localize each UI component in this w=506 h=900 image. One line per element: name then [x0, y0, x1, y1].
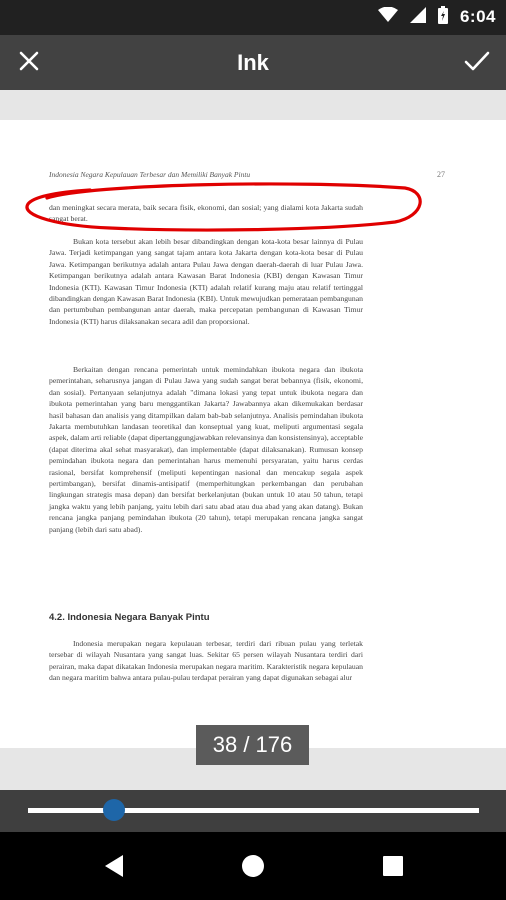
status-bar — [0, 0, 506, 35]
document-page[interactable] — [0, 120, 506, 748]
home-button[interactable] — [235, 850, 271, 886]
back-button[interactable] — [96, 850, 132, 886]
navigation-bar — [0, 832, 506, 900]
section-heading: 4.2. Indonesia Negara Banyak Pintu — [49, 612, 210, 623]
app-title: Ink — [237, 50, 269, 75]
paragraph: Bukan kota tersebut akan lebih besar dibandingkan dengan kota-kota besar lainnya di Pulau Jawa. Terjadi ketimpangan yang sangat tajam antara kota Jakarta dengan kota-kota besar di Pulau Jawa. Ketimpangan berikutnya adalah antara Pulau Jawa dengan daerah-daerah di luar Pulau Jawa. Ketimpangan berikutnya adalah antara Kawasan Barat Indonesia (KBI) dengan Kawasan Timur Indonesia (KTI). Kawasan Timur Indonesia (KTI) adalah relatif kurang maju atau relatif tertinggal dibandingkan dengan Kawasan Barat Indonesia (KBI). Untuk mewujudkan pemerataan pembangunan dan pertumbuhan pembangunan antar daerah, maka percepatan pembangunan di Kawasan Timur Indonesia (KTI) harus dilaksanakan secara adil dan proporsional. — [49, 237, 363, 326]
status-icons — [378, 5, 496, 29]
app-bar — [0, 35, 506, 90]
seekbar-thumb[interactable] — [103, 799, 125, 821]
page-seekbar[interactable] — [0, 790, 506, 832]
paragraph: dan meningkat secara merata, baik secara fisik, ekonomi, dan sosial; yang dialami kota Jakarta sudah sangat berat. — [49, 203, 363, 224]
battery-icon — [438, 6, 448, 29]
status-time: 6:04 — [459, 7, 496, 26]
paragraph: Berkaitan dengan rencana pemerintah untuk memindahkan ibukota negara dan ibukota pemerintahan, seharusnya jangan di Pulau Jawa yang sudah sangat berat bebannya (fisik, ekonomi, dan sosial). Pertanyaan selanjutnya adalah "dimana lokasi yang tepat untuk ibukota negara dan ibukota pemerintahan yang baru menggantikan Jakarta? Jawabannya akan dikemukakan berdasar hasil bahasan dan analisis yang ditampilkan dalam bab-bab selanjutnya. Analisis pemindahan ibukota Jakarta membutuhkan landasan teoretikal dan konseptual yang kuat, meliputi argumentasi segala aspek, dalam arti reliable (dapat dipertanggungjawabkan relevansinya dan konsistensinya), acceptable (dapat diterima akal sehat masyarakat), dan implementable (dapat dilaksanakan). Rumusan konsep pemindahan ibukota negara dan pemerintahan harus memenuhi persyaratan, yaitu harus cerdas rasional, bersifat komprehensif (meliputi kepentingan nasional dan mencakup segala aspek pertimbangan), bersifat dinamis-antisipatif (memperhitungkan perkembangan dan perubahan lingkungan strategis masa depan) dan bersifat berkelanjutan (bukan untuk 10 atau 50 tahun, tetapi jangka waktu yang lebih panjang, yaitu lebih dari satu abad atau dua abad yang akan datang). Bukan rencana jangka panjang pemindahan ibukota (20 tahun), tetapi merupakan rencana jangka sangat panjang (lebih dari satu abad). — [49, 365, 363, 534]
wifi-icon — [378, 7, 398, 28]
back-icon — [103, 854, 125, 883]
home-icon — [241, 854, 265, 883]
recents-icon — [383, 856, 403, 881]
paragraph: Indonesia merupakan negara kepulauan terbesar, terdiri dari ribuan pulau yang terletak tersebar di wilayah Nusantara yang sangat luas. Sekitar 65 persen wilayah Nusantara terdiri dari perairan, maka dapat dikatakan Indonesia merupakan negara maritim. Karakteristik negara kepulauan dan negara maritim bahwa antara pulau-pulau terdapat perairan yang dapat digunakan sebagai alur — [49, 639, 363, 683]
check-icon — [464, 50, 490, 77]
recents-button[interactable] — [375, 850, 411, 886]
page-indicator: 38 / 176 — [196, 725, 309, 765]
seekbar-track[interactable] — [28, 808, 479, 813]
document-viewer[interactable] — [0, 90, 506, 790]
printed-page-number: 27 — [437, 170, 445, 179]
confirm-button[interactable] — [459, 45, 495, 81]
signal-icon — [410, 7, 426, 28]
running-head: Indonesia Negara Kepulauan Terbesar dan Memiliki Banyak Pintu — [49, 170, 251, 179]
